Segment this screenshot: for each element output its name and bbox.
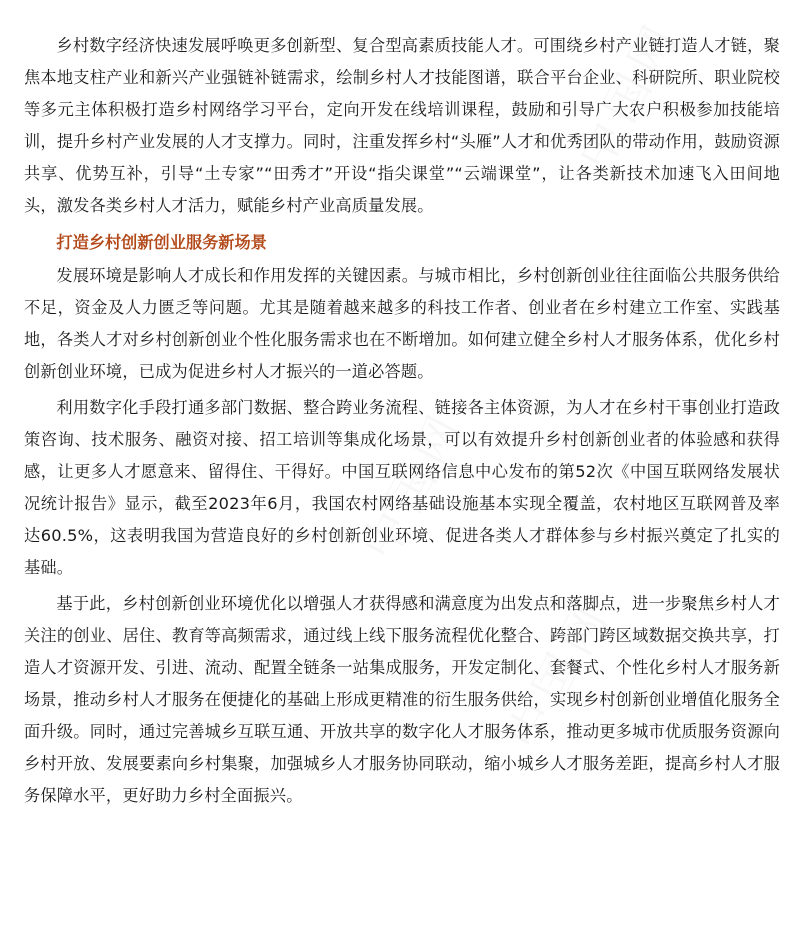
watermark: 中国网 — [496, 590, 621, 759]
paragraph-digital-means: 利用数字化手段打通多部门数据、整合跨业务流程、链接各主体资源，为人才在乡村干事创业打造政策咨询、技术服务、融资对接、招工培训等集成化场景，可以有效提升乡村创新创业者的体验感和获得感，让更多人才愿意来、留得住、干得好。中国互联网络信息中心发布的第52次《中国互联网络发展状况统计报告》显示，截至2023年6月，我国农村网络基础设施基本实现全覆盖，农村地区互联网普及率达60.5%，这表明我国为营造良好的乡村创新创业环境、促进各类人才群体参与乡村振兴奠定了扎实的基础。 — [24, 398, 780, 577]
paragraph-talent-skills: 乡村数字经济快速发展呼唤更多创新型、复合型高素质技能人才。可围绕乡村产业链打造人才链，聚焦本地支柱产业和新兴产业强链补链需求，绘制乡村人才技能图谱，联合平台企业、科研院所、职业院校等多元主体积极打造乡村网络学习平台，定向开发在线培训课程，鼓励和引导广大农户积极参加技能培训，提升乡村产业发展的人才支撑力。同时，注重发挥乡村“头雁”人才和优秀团队的带动作用，鼓励资源共享、优势互补，引导“土专家”“田秀才”开设“指尖课堂”“云端课堂”，让各类新技术加速飞入田间地头，激发各类乡村人才活力，赋能乡村产业高质量发展。 — [24, 36, 780, 215]
section-heading: 打造乡村创新创业服务新场景 — [56, 233, 267, 252]
watermark: 中国网 — [351, 400, 476, 569]
article-body — [24, 30, 780, 816]
paragraph-service-upgrade: 基于此，乡村创新创业环境优化以增强人才获得感和满意度为出发点和落脚点，进一步聚焦乡村人才关注的创业、居住、教育等高频需求，通过线上线下服务流程优化整合、跨部门跨区域数据交换共享，打造人才资源开发、引进、流动、配置全链条一站集成服务，开发定制化、套餐式、个性化乡村人才服务新场景，推动乡村人才服务在便捷化的基础上形成更精准的衍生服务供给，实现乡村创新创业增值化服务全面升级。同时，通过完善城乡互联互通、开放共享的数字化人才服务体系，推动更多城市优质服务资源向乡村开放、发展要素向乡村集聚，加强城乡人才服务协同联动，缩小城乡人才服务差距，提高乡村人才服务保障水平，更好助力乡村全面振兴。 — [24, 594, 780, 805]
watermark: 中国网 — [566, 10, 691, 179]
paragraph-environment: 发展环境是影响人才成长和作用发挥的关键因素。与城市相比，乡村创新创业往往面临公共服务供给不足，资金及人力匮乏等问题。尤其是随着越来越多的科技工作者、创业者在乡村建立工作室、实践基地，各类人才对乡村创新创业个性化服务需求也在不断增加。如何建立健全乡村人才服务体系，优化乡村创新创业环境，已成为促进乡村人才振兴的一道必答题。 — [24, 266, 780, 381]
